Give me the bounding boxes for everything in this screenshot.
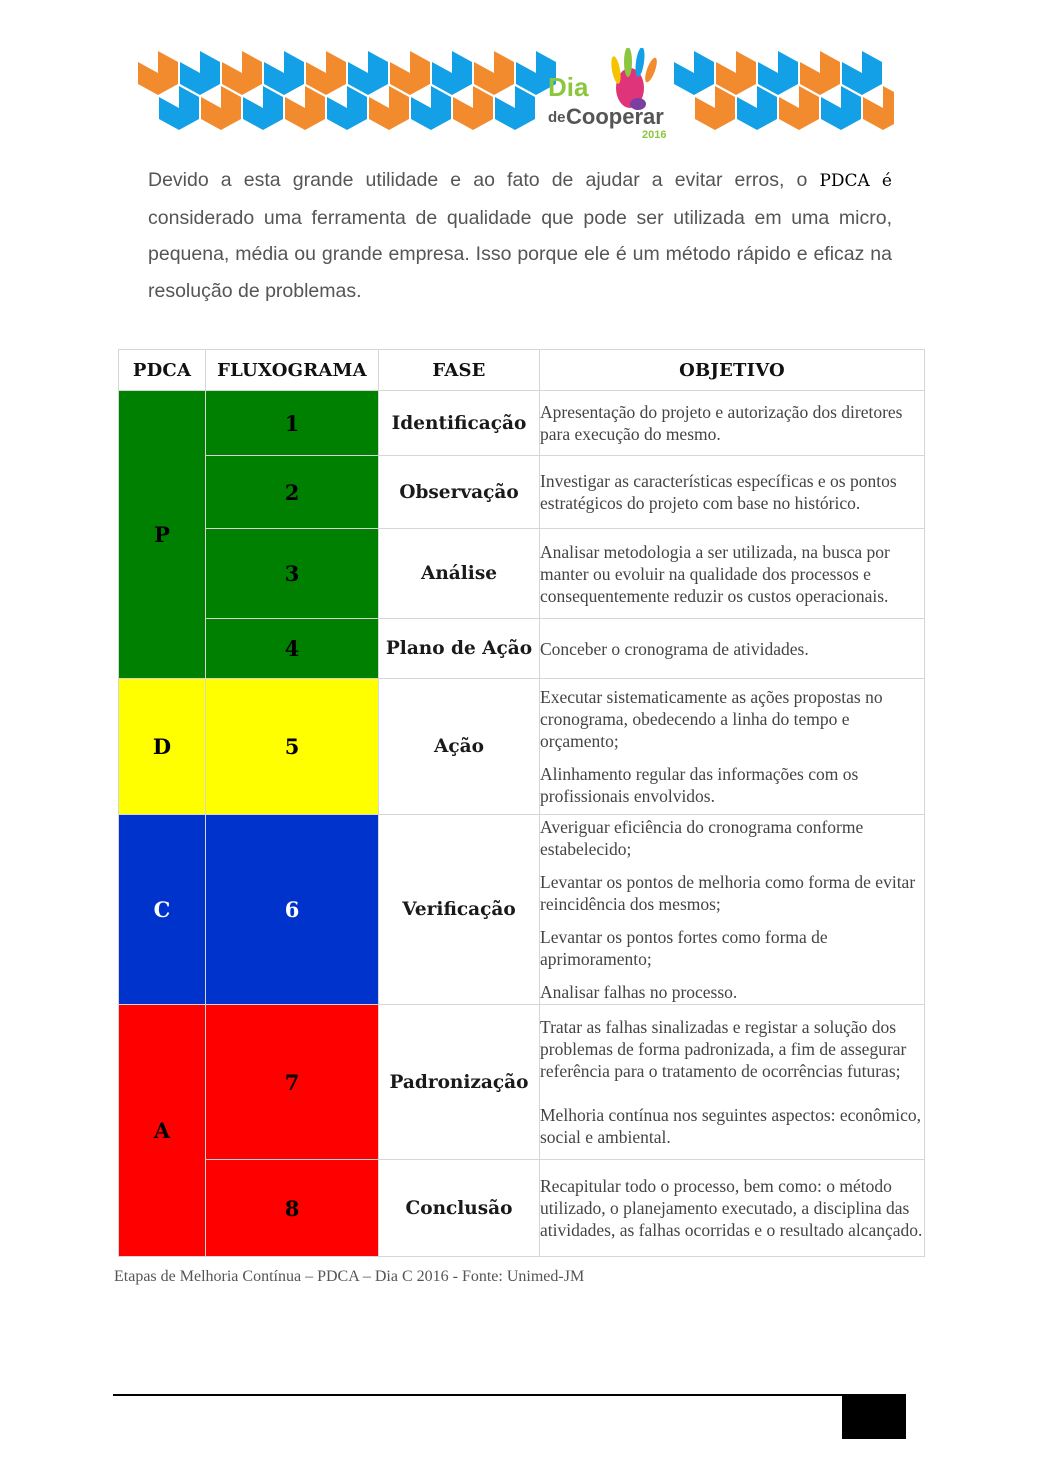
header-fase: FASE [379, 350, 540, 391]
phase-name: Identificação [379, 391, 540, 456]
objective-text: Melhoria contínua nos seguintes aspectos: econômico, social e ambiental. [540, 1105, 922, 1147]
objective-cell [540, 529, 925, 619]
flow-step: 1 [206, 391, 379, 456]
table-row [119, 529, 925, 619]
objective-cell [540, 1005, 925, 1160]
objective-cell [540, 391, 925, 456]
phase-name: Ação [379, 679, 540, 815]
footer-rule [113, 1394, 906, 1396]
objective-text: Investigar as características específicas e os pontos estratégicos do projeto com base no histórico. [540, 471, 897, 513]
intro-paragraph [148, 162, 892, 309]
objective-cell [540, 815, 925, 1005]
table-row [119, 456, 925, 529]
flow-step: 5 [206, 679, 379, 815]
pdca-letter-c: C [119, 815, 206, 1005]
phase-name: Análise [379, 529, 540, 619]
page-number-box [842, 1396, 906, 1439]
table-caption: Etapas de Melhoria Contínua – PDCA – Dia C 2016 - Fonte: Unimed-JM [114, 1268, 585, 1285]
intro-text-1: Devido a esta grande utilidade e ao fato de ajudar a evitar erros, o [148, 169, 820, 191]
flow-step: 7 [206, 1005, 379, 1160]
flow-step: 4 [206, 619, 379, 679]
objective-text: Apresentação do projeto e autorização dos diretores para execução do mesmo. [540, 402, 903, 444]
objective-text: Recapitular todo o processo, bem como: o método utilizado, o planejamento executado, a disciplina das atividades, as falhas ocorridas e o resultado alcançado. [540, 1176, 923, 1240]
objective-text: Averiguar eficiência do cronograma conforme estabelecido; [540, 817, 864, 859]
logo-cooperar: Cooperar [566, 104, 664, 129]
objective-text: Analisar falhas no processo. [540, 982, 738, 1002]
phase-name: Plano de Ação [379, 619, 540, 679]
objective-cell [540, 679, 925, 815]
objective-cell [540, 619, 925, 679]
logo-de: de [548, 109, 566, 126]
header-objetivo: OBJETIVO [540, 350, 925, 391]
hexagon-pattern-right [674, 51, 894, 130]
logo-dia: Dia [548, 72, 589, 102]
table-row [119, 1005, 925, 1160]
table-header-row [119, 350, 925, 391]
pdca-letter-a: A [119, 1005, 206, 1257]
phase-name: Observação [379, 456, 540, 529]
flow-step: 8 [206, 1160, 379, 1257]
flow-step: 3 [206, 529, 379, 619]
objective-text: Analisar metodologia a ser utilizada, na busca por manter ou evoluir na qualidade dos processos e consequentemente reduzir os custos operacionais. [540, 541, 890, 606]
objective-text: Tratar as falhas sinalizadas e registar a solução dos problemas de forma padronizada, a fim de assegurar referência para o tratamento de ocorrências futuras; [540, 1017, 907, 1081]
header-fluxograma: FLUXOGRAMA [206, 350, 379, 391]
table-row [119, 815, 925, 1005]
objective-text: Conceber o cronograma de atividades. [540, 638, 809, 659]
intro-pdca-highlight: PDCA é [819, 171, 892, 191]
phase-name: Verificação [379, 815, 540, 1005]
intro-text-2: considerado uma ferramenta de qualidade que pode ser utilizada em uma micro, pequena, média ou grande empresa. Isso porque ele é um método rápido e eficaz na resolução de problemas. [148, 206, 892, 302]
table-row [119, 619, 925, 679]
dia-de-cooperar-banner [138, 48, 894, 144]
phase-name: Padronização [379, 1005, 540, 1160]
objective-cell [540, 1160, 925, 1257]
handprint-icon [610, 48, 660, 110]
flow-step: 2 [206, 456, 379, 529]
objective-text: Alinhamento regular das informações com os profissionais envolvidos. [540, 764, 859, 806]
hexagon-pattern-left [138, 51, 556, 130]
table-row [119, 1160, 925, 1257]
pdca-letter-d: D [119, 679, 206, 815]
phase-name: Conclusão [379, 1160, 540, 1257]
objective-text: Levantar os pontos de melhoria como forma de evitar reincidência dos mesmos; [540, 872, 916, 914]
pdca-table [118, 349, 925, 1257]
table-row [119, 391, 925, 456]
header-pdca: PDCA [119, 350, 206, 391]
pdca-letter-p: P [119, 391, 206, 679]
objective-text: Executar sistematicamente as ações propostas no cronograma, obedecendo a linha do tempo e orçamento; [540, 687, 883, 751]
logo-year: 2016 [642, 129, 667, 141]
objective-text: Levantar os pontos fortes como forma de aprimoramento; [540, 927, 828, 969]
flow-step: 6 [206, 815, 379, 1005]
objective-cell [540, 456, 925, 529]
table-row [119, 679, 925, 815]
